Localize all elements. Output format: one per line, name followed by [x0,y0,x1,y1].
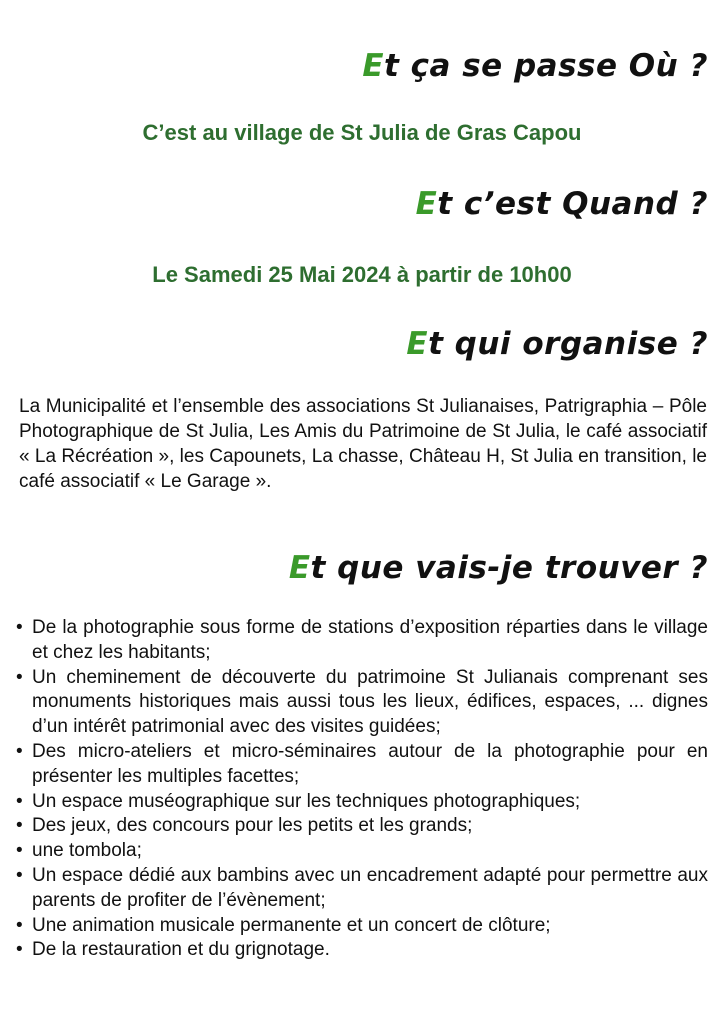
bullet-icon: • [16,864,23,886]
list-item-text: De la restauration et du grignotage. [32,939,330,961]
list-item [16,616,708,666]
list-item-text: une tombola; [32,840,142,862]
heading-who-initial: E [406,326,429,362]
bullet-icon: • [16,939,23,961]
heading-where [362,48,708,84]
bullet-icon: • [16,790,23,812]
list-item [16,790,708,815]
bullet-icon: • [16,666,23,688]
bullet-icon: • [16,815,23,837]
heading-where-initial: E [362,48,384,84]
list-item [16,740,708,790]
heading-what-text: t que vais-je trouver ? [310,550,708,586]
heading-who [406,326,708,362]
list-item [16,666,708,740]
activities-list [16,616,708,963]
list-item-text: De la photographie sous forme de stations d’exposition réparties dans le village et chez les habitants; [32,617,708,663]
list-item-text: Des micro-ateliers et micro-séminaires autour de la photographie pour en présenter les multiples facettes; [32,740,708,787]
list-item-text: Des jeux, des concours pour les petits et les grands; [32,815,473,837]
list-item-text: Un espace muséographique sur les techniques photographiques; [32,790,581,812]
list-item [16,864,708,914]
answer-when: Le Samedi 25 Mai 2024 à partir de 10h00 [152,262,572,287]
bullet-icon: • [16,617,23,638]
bullet-icon: • [16,840,23,862]
heading-when-initial: E [415,186,438,222]
list-item [16,938,708,963]
heading-where-text: t ça se passe Où ? [384,48,708,84]
heading-who-text: t qui organise ? [428,326,708,362]
bullet-icon: • [16,914,23,936]
list-item-text: Un cheminement de découverte du patrimoine St Julianais comprenant ses monuments historiques mais aussi tous les lieux, édifices, espaces, ... dignes d’un intérêt patrimonial avec des visites guidées; [32,666,708,738]
bullet-icon: • [16,740,23,762]
list-item-text: Une animation musicale permanente et un concert de clôture; [32,914,551,936]
list-item [16,914,708,939]
list-item-text: Un espace dédié aux bambins avec un encadrement adapté pour permettre aux parents de profiter de l’évènement; [32,864,708,911]
list-item [16,814,708,839]
organisers-paragraph: La Municipalité et l’ensemble des associations St Julianaises, Patrigraphia – Pôle Photographique de St Julia, Les Amis du Patrimoine de St Julia, le café associatif « La Récréation », les Capounets, La chasse, Château H, St Julia en transition, le café associatif « Le Garage ». [19,396,707,492]
list-item [16,839,708,864]
heading-when-text: t c’est Quand ? [437,186,708,222]
heading-when [416,186,708,222]
answer-where: C’est au village de St Julia de Gras Capou [142,120,582,145]
heading-what-initial: E [288,550,311,586]
heading-what [289,550,708,586]
